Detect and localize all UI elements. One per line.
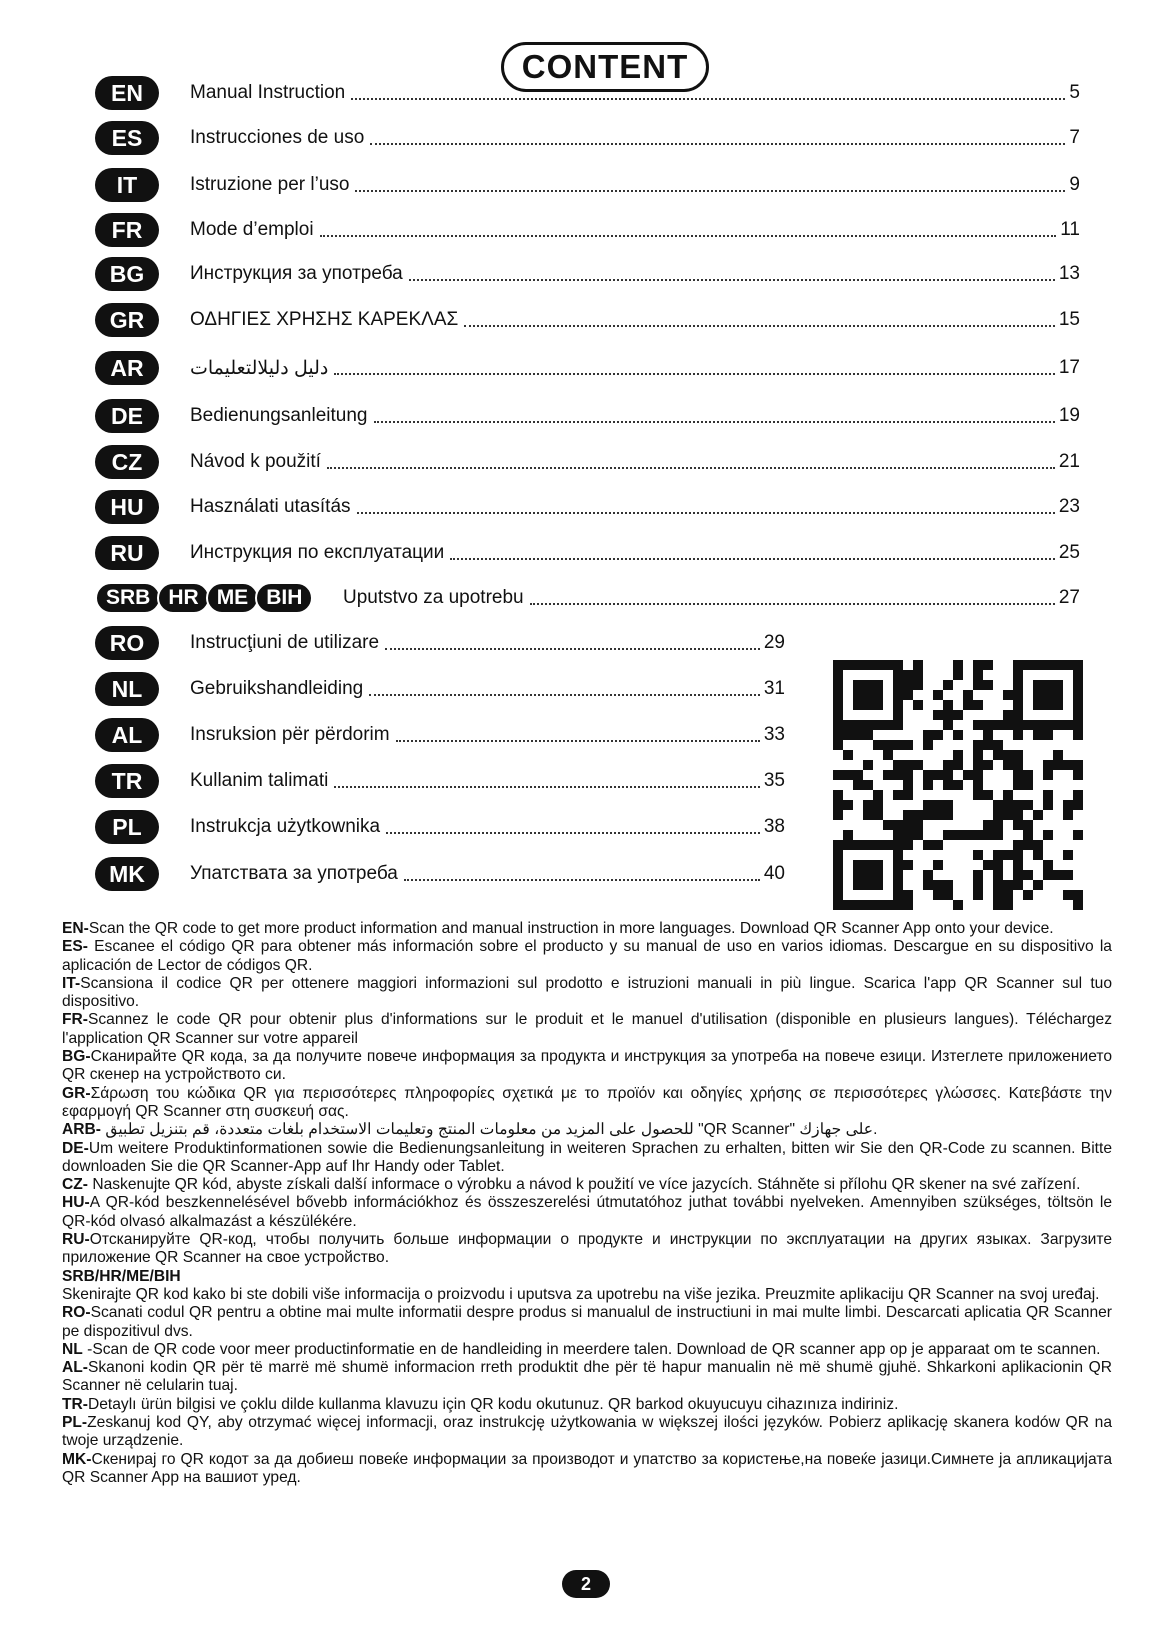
instruction-text: Сканирайте QR кода, за да получите повече информация за продукта и инструкция за употреба на повече езици. Изтеглете приложението QR скенер на устройството си. [62, 1048, 1112, 1084]
dot-leader [369, 694, 760, 696]
toc-row[interactable] [95, 212, 1080, 248]
language-badge: DE [95, 399, 159, 433]
instruction-text: Escanee el código QR para obtener más información sobre el producto y su manual de uso en varios idiomas. Descargue en su dispositivo la aplicación de Lector de códigos QR. [62, 938, 1112, 974]
language-badge: EN [95, 76, 159, 110]
toc-label: Mode d’emploi [190, 219, 314, 240]
toc-page-number: 33 [763, 724, 785, 745]
toc-label: Instrukcja użytkownika [190, 816, 381, 837]
language-badge: NL [95, 672, 159, 706]
dot-leader [404, 879, 760, 881]
toc-label: Návod k použití [190, 451, 321, 472]
language-tag: CZ- [62, 1176, 88, 1194]
toc-label: ΟΔΗΓΙΕΣ ΧΡΗΣΗΣ ΚΑΡΕΚΛΑΣ [190, 309, 459, 330]
toc-row[interactable] [95, 535, 1080, 571]
toc-page-number: 38 [763, 816, 785, 837]
instruction-paragraph [62, 1414, 1112, 1451]
instruction-paragraph [62, 1396, 1112, 1414]
dot-leader [374, 421, 1055, 423]
toc-label: Kullanim talimati [190, 770, 329, 791]
dot-leader [355, 190, 1065, 192]
instruction-text: للحصول على المزيد من معلومات المنتج وتعليمات الاستخدام بلغات متعددة، قم بتنزيل تطبيق "QR Scanner" على جهازك. [100, 1121, 878, 1139]
instruction-paragraph [62, 1359, 1112, 1396]
instruction-text: Naskenujte QR kód, abyste získali další informace o výrobku a návod k použití ve více jazycích. Stáhněte si přílohu QR skener na své zařízení. [87, 1176, 1081, 1194]
toc-label: Инструкция за употреба [190, 263, 403, 284]
instruction-text: Scannez le code QR pour obtenir plus d'informations sur le produit et le manuel d'utilisation (disponible en plusieurs langues). Téléchargez l'application QR Scanner sur votre appareil [62, 1011, 1112, 1047]
toc-row[interactable] [95, 717, 785, 753]
instruction-text: Skanoni kodin QR për të marrë më shumë informacion rreth produktit dhe për të hapur manualin në më shumë gjuhë. Shkarkoni aplikacionin QR Scanner në celularin tuaj. [62, 1359, 1112, 1395]
toc-row[interactable] [95, 167, 1080, 203]
toc-page-number: 11 [1060, 219, 1080, 240]
instruction-paragraph [62, 938, 1112, 975]
toc-page-number: 31 [763, 678, 785, 699]
language-tag: DE- [62, 1139, 89, 1157]
toc-page-number: 15 [1058, 309, 1080, 330]
instruction-text: Отсканируйте QR-код, чтобы получить больше информации о продукте и инструкции по эксплуатации на других языках. Загрузите приложение QR Scanner на свое устройство. [62, 1231, 1112, 1267]
instruction-text: Скенирај го QR кодот за да добиеш повеќе информации за производот и упатство за користење,на повеќе јазици.Симнете ја апликацијата QR Scanner App на вашиот уред. [62, 1450, 1112, 1486]
dot-leader [409, 279, 1055, 281]
language-tag: PL- [62, 1414, 88, 1432]
toc-label: Gebruikshandleiding [190, 678, 364, 699]
toc-row[interactable] [95, 489, 1080, 525]
language-badge: BIH [255, 582, 313, 614]
toc-label: Manual Instruction [190, 82, 346, 103]
toc-label: Insruksion për përdorim [190, 724, 390, 745]
instruction-text: Σάρωση του κώδικα QR για περισσότερες πληροφορίες σχετικά με το προϊόν και οδηγίες χρήσης σε περισσότερες γλώσσες. Κατεβάστε την εφαρμογή QR Scanner στη συσκευή σας. [62, 1084, 1112, 1120]
toc-page-number: 40 [763, 863, 785, 884]
language-tag: EN- [62, 920, 89, 937]
toc-label: Упатствата за употреба [190, 863, 398, 884]
instruction-text: Skenirajte QR kod kako bi ste dobili više informacija o proizvodu i uputsva za upotrebu na više jezika. Preuzmite aplikaciju QR Scanner na svoj uređaj. [62, 1285, 1100, 1303]
instruction-paragraph [62, 920, 1112, 938]
language-badge: RO [95, 626, 159, 660]
toc-row[interactable] [95, 809, 785, 845]
language-badge: HR [157, 582, 209, 614]
toc-row[interactable] [95, 671, 785, 707]
language-tag: RO- [62, 1304, 91, 1322]
language-tag: ARB- [62, 1121, 101, 1139]
dot-leader [370, 143, 1065, 145]
toc-row[interactable] [95, 856, 785, 892]
toc-label: Instrucţiuni de utilizare [190, 632, 380, 653]
language-badge: AL [95, 718, 159, 752]
dot-leader [386, 832, 760, 834]
page-title: CONTENT [501, 42, 709, 92]
language-badge: FR [95, 213, 159, 247]
language-tag: AL- [62, 1359, 88, 1377]
instruction-paragraph [62, 1121, 1112, 1139]
toc-row[interactable] [95, 444, 1080, 480]
toc-row[interactable] [95, 625, 785, 661]
language-badge: GR [95, 303, 159, 337]
dot-leader [450, 558, 1055, 560]
language-tag: RU- [62, 1231, 90, 1249]
language-badge: ME [206, 582, 260, 614]
toc-row[interactable] [95, 256, 1080, 292]
language-badge: CZ [95, 445, 159, 479]
toc-page-number: 27 [1058, 587, 1080, 608]
instruction-text: Detaylı ürün bilgisi ve çoklu dilde kullanma klavuzu için QR kodu okutunuz. QR barkod okuyucuyu cihazınıza indiriniz. [87, 1395, 899, 1413]
dot-leader [334, 786, 760, 788]
toc-row[interactable] [95, 302, 1080, 338]
toc-page-number: 19 [1058, 405, 1080, 426]
language-tag: MK- [62, 1450, 92, 1468]
instruction-paragraph [62, 1176, 1112, 1194]
language-tag: ES- [62, 938, 88, 956]
instruction-paragraph [62, 1304, 1112, 1341]
dot-leader [464, 325, 1055, 327]
toc-page-number: 17 [1058, 357, 1080, 378]
language-badge: HU [95, 490, 159, 524]
language-badge: SRB [95, 582, 161, 614]
instruction-text: -Scan de QR code voor meer productinformatie en de handleiding in meerdere talen. Download de QR scanner app op je apparaat om te scannen. [82, 1340, 1101, 1358]
qr-code-icon [833, 660, 1083, 910]
dot-leader [351, 98, 1065, 100]
instruction-paragraph [62, 1268, 1112, 1305]
toc-page-number: 35 [763, 770, 785, 791]
toc-label: Uputstvo za upotrebu [343, 587, 524, 608]
toc-label: دليل دليلالتعليمات [190, 357, 329, 379]
language-badge: AR [95, 351, 159, 385]
toc-row[interactable] [95, 398, 1080, 434]
toc-page-number: 23 [1058, 496, 1080, 517]
dot-leader [530, 603, 1055, 605]
toc-page-number: 21 [1058, 451, 1080, 472]
language-tag: SRB/HR/ME/BIH [62, 1267, 181, 1285]
toc-page-number: 25 [1058, 542, 1080, 563]
instruction-paragraph [62, 1011, 1112, 1048]
toc-page-number: 13 [1058, 263, 1080, 284]
instruction-text: Scansiona il codice QR per ottenere maggiori informazioni sul prodotto e istruzioni manuali in più lingue. Scarica l'app QR Scanner sul tuo dispositivo. [62, 974, 1112, 1011]
language-tag: HU- [62, 1194, 90, 1212]
toc-label: Istruzione per l’uso [190, 174, 350, 195]
language-badge: IT [95, 168, 159, 202]
toc-row[interactable] [95, 350, 1080, 386]
toc-row[interactable] [95, 75, 1080, 111]
toc-label: Instrucciones de uso [190, 127, 365, 148]
instruction-paragraph [62, 1048, 1112, 1085]
language-tag: FR- [62, 1011, 88, 1029]
language-tag: IT- [62, 974, 81, 992]
language-badge: MK [95, 857, 159, 891]
instruction-text: A QR-kód beszkennelésével bővebb információkhoz és összeszerelési útmutatóhoz juthat további nyelveken. Amennyiben szükséges, töltsön le QR-kód olvasó alkalmazást a készülékére. [62, 1194, 1112, 1230]
qr-instructions [62, 920, 1112, 1487]
toc-page-number: 5 [1069, 82, 1080, 103]
instruction-text: Scanati codul QR pentru a obtine mai multe informatii despre produs si manualul de instructiuni in mai multe limbi. Descarcati aplicatia QR Scanner pe dispozitivul dvs. [62, 1304, 1112, 1340]
dot-leader [357, 512, 1055, 514]
language-badge: ES [95, 121, 159, 155]
language-tag: TR- [62, 1395, 88, 1413]
dot-leader [396, 740, 760, 742]
language-badge: TR [95, 764, 159, 798]
toc-label: Bedienungsanleitung [190, 405, 368, 426]
toc-row[interactable] [95, 120, 1080, 156]
instruction-paragraph [62, 1194, 1112, 1231]
dot-leader [385, 648, 760, 650]
language-badge: PL [95, 810, 159, 844]
toc-page-number: 29 [763, 632, 785, 653]
instruction-paragraph [62, 975, 1112, 1012]
toc-label: Инструкция по експлуатации [190, 542, 445, 563]
toc-page-number: 7 [1069, 127, 1080, 148]
instruction-paragraph [62, 1085, 1112, 1122]
language-badge: BG [95, 257, 159, 291]
instruction-text: Zeskanuj kod QY, aby otrzymać więcej informacji, oraz instrukcję użytkowania w większej ilości języków. Pobierz aplikację skanera kodów QR na twoje urządzenie. [62, 1414, 1112, 1450]
dot-leader [320, 235, 1057, 237]
instruction-paragraph [62, 1341, 1112, 1359]
dot-leader [334, 373, 1055, 375]
instruction-paragraph [62, 1140, 1112, 1177]
dot-leader [327, 467, 1055, 469]
instruction-paragraph [62, 1231, 1112, 1268]
language-tag: GR- [62, 1084, 91, 1102]
instruction-paragraph [62, 1451, 1112, 1488]
toc-row[interactable] [95, 763, 785, 799]
toc-page-number: 9 [1069, 174, 1080, 195]
instruction-text: Scan the QR code to get more product information and manual instruction in more languages. Download QR Scanner App onto your device. [88, 920, 1054, 937]
language-badge: RU [95, 536, 159, 570]
language-tag: NL [62, 1340, 83, 1358]
instruction-text: Um weitere Produktinformationen sowie die Bedienungsanleitung in weiteren Sprachen zu erhalten, bitten wir Sie den QR-Code zu scannen. Bitte downloaden Sie die QR Scanner-App auf Ihr Handy oder Tablet. [62, 1139, 1112, 1175]
toc-row[interactable] [95, 580, 1080, 616]
page-number: 2 [562, 1570, 610, 1598]
language-tag: BG- [62, 1048, 91, 1066]
toc-label: Használati utasítás [190, 496, 351, 517]
